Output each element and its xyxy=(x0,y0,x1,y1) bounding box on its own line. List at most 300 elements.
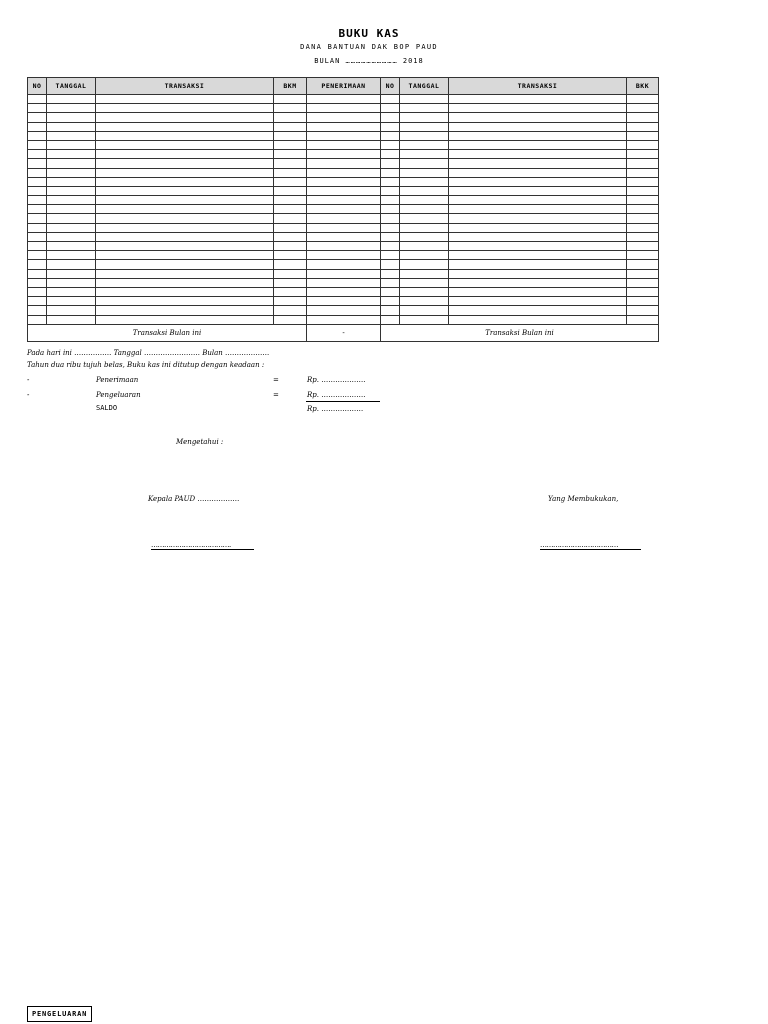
table-cell xyxy=(274,140,307,149)
table-cell xyxy=(381,242,400,251)
table-cell xyxy=(449,140,627,149)
expenses-equals: = xyxy=(273,391,279,399)
table-cell xyxy=(627,196,659,205)
table-row xyxy=(28,251,381,260)
table-cell xyxy=(274,131,307,140)
table-row xyxy=(28,104,381,113)
table-cell xyxy=(449,104,627,113)
table-cell xyxy=(627,287,659,296)
acknowledge-label: Mengetahui : xyxy=(176,438,224,446)
table-cell xyxy=(627,269,659,278)
closing-date-line: Pada hari ini ……………. Tanggal …………………… Bulan ………………. xyxy=(27,349,270,357)
total-value: - xyxy=(307,324,381,341)
table-cell xyxy=(47,186,96,195)
table-row xyxy=(28,113,381,122)
column-header: BKK xyxy=(627,78,659,95)
table-cell xyxy=(47,196,96,205)
table-cell xyxy=(381,260,400,269)
table-cell xyxy=(449,232,627,241)
bookkeeper-signature-line: ……………………………… xyxy=(540,541,618,549)
table-cell xyxy=(400,104,449,113)
table-cell xyxy=(274,95,307,104)
table-cell xyxy=(28,214,47,223)
closing-statement-line: Tahun dua ribu tujuh belas, Buku kas ini ditutup dengan keadaan : xyxy=(27,361,265,369)
table-cell xyxy=(96,287,274,296)
table-cell xyxy=(307,113,381,122)
table-cell xyxy=(28,113,47,122)
column-header: NO xyxy=(28,78,47,95)
table-cell xyxy=(96,315,274,324)
table-row xyxy=(381,242,659,251)
table-cell xyxy=(449,306,627,315)
table-cell xyxy=(47,315,96,324)
table-row xyxy=(381,315,659,324)
table-cell xyxy=(627,150,659,159)
table-cell xyxy=(627,214,659,223)
table-cell xyxy=(47,287,96,296)
table-cell xyxy=(28,242,47,251)
table-cell xyxy=(274,260,307,269)
table-cell xyxy=(449,150,627,159)
table-cell xyxy=(96,95,274,104)
table-cell xyxy=(96,260,274,269)
table-cell xyxy=(627,177,659,186)
table-cell xyxy=(96,186,274,195)
table-cell xyxy=(381,95,400,104)
table-cell xyxy=(96,297,274,306)
table-row xyxy=(381,306,659,315)
table-cell xyxy=(28,287,47,296)
table-cell xyxy=(400,140,449,149)
table-cell xyxy=(400,113,449,122)
table-cell xyxy=(28,186,47,195)
table-header-row xyxy=(381,78,659,95)
table-cell xyxy=(381,150,400,159)
table-cell xyxy=(400,223,449,232)
table-cell xyxy=(627,168,659,177)
table-cell xyxy=(307,287,381,296)
table-row xyxy=(381,168,659,177)
table-cell xyxy=(400,150,449,159)
table-cell xyxy=(307,214,381,223)
table-cell xyxy=(28,196,47,205)
table-cell xyxy=(449,260,627,269)
table-cell xyxy=(96,214,274,223)
bookkeeper-label: Yang Membukukan, xyxy=(548,495,619,503)
table-cell xyxy=(28,104,47,113)
total-label: Transaksi Bulan ini xyxy=(381,324,659,341)
table-cell xyxy=(449,205,627,214)
table-cell xyxy=(627,205,659,214)
table-cell xyxy=(274,186,307,195)
table-cell xyxy=(449,113,627,122)
table-cell xyxy=(627,159,659,168)
table-cell xyxy=(400,177,449,186)
table-row xyxy=(381,95,659,104)
table-cell xyxy=(307,315,381,324)
table-cell xyxy=(47,205,96,214)
table-row xyxy=(381,297,659,306)
receipts-dash: - xyxy=(27,376,30,384)
table-row xyxy=(28,140,381,149)
table-cell xyxy=(274,104,307,113)
expenses-amount: Rp. ………………. xyxy=(307,391,366,399)
table-cell xyxy=(381,159,400,168)
table-cell xyxy=(274,168,307,177)
table-row xyxy=(381,140,659,149)
table-cell xyxy=(47,251,96,260)
month-line: BULAN ………………………… 2018 xyxy=(314,57,424,65)
table-cell xyxy=(274,223,307,232)
table-row xyxy=(28,131,381,140)
table-row xyxy=(28,177,381,186)
table-cell xyxy=(400,251,449,260)
table-cell xyxy=(400,205,449,214)
table-row xyxy=(28,150,381,159)
receipts-table-body xyxy=(28,95,381,325)
table-cell xyxy=(28,232,47,241)
table-cell xyxy=(47,95,96,104)
table-row xyxy=(381,177,659,186)
table-cell xyxy=(96,168,274,177)
bookkeeper-signature-rule xyxy=(540,549,641,550)
table-cell xyxy=(274,196,307,205)
table-row xyxy=(28,306,381,315)
table-cell xyxy=(307,260,381,269)
table-cell xyxy=(400,260,449,269)
table-row xyxy=(381,223,659,232)
table-cell xyxy=(28,140,47,149)
table-cell xyxy=(96,159,274,168)
expenses-table xyxy=(380,77,659,342)
table-row xyxy=(28,297,381,306)
table-cell xyxy=(381,223,400,232)
table-cell xyxy=(28,205,47,214)
table-cell xyxy=(96,177,274,186)
table-cell xyxy=(449,242,627,251)
table-row xyxy=(381,122,659,131)
table-cell xyxy=(28,177,47,186)
table-cell xyxy=(307,306,381,315)
table-cell xyxy=(307,232,381,241)
table-row xyxy=(381,159,659,168)
table-cell xyxy=(307,159,381,168)
table-cell xyxy=(47,168,96,177)
table-cell xyxy=(47,260,96,269)
table-cell xyxy=(47,177,96,186)
table-cell xyxy=(381,315,400,324)
table-cell xyxy=(28,159,47,168)
table-cell xyxy=(274,122,307,131)
table-cell xyxy=(47,214,96,223)
table-cell xyxy=(274,150,307,159)
table-row xyxy=(28,260,381,269)
table-row xyxy=(381,232,659,241)
table-cell xyxy=(449,131,627,140)
table-cell xyxy=(381,186,400,195)
table-cell xyxy=(47,140,96,149)
table-row xyxy=(28,205,381,214)
table-cell xyxy=(96,196,274,205)
total-row xyxy=(28,324,381,341)
table-row xyxy=(28,159,381,168)
total-label: Transaksi Bulan ini xyxy=(28,324,307,341)
table-cell xyxy=(627,260,659,269)
table-cell xyxy=(449,168,627,177)
receipts-label: Penerimaan xyxy=(96,376,139,384)
column-header: BKM xyxy=(274,78,307,95)
document-title: BUKU KAS xyxy=(338,27,400,40)
table-row xyxy=(381,104,659,113)
table-cell xyxy=(47,297,96,306)
table-cell xyxy=(96,113,274,122)
table-row xyxy=(28,315,381,324)
table-cell xyxy=(449,278,627,287)
table-cell xyxy=(47,223,96,232)
table-row xyxy=(28,168,381,177)
table-cell xyxy=(47,232,96,241)
table-cell xyxy=(274,278,307,287)
table-row xyxy=(28,269,381,278)
table-row xyxy=(28,214,381,223)
table-cell xyxy=(381,269,400,278)
table-cell xyxy=(627,306,659,315)
table-cell xyxy=(96,131,274,140)
table-cell xyxy=(627,140,659,149)
table-cell xyxy=(449,122,627,131)
table-cell xyxy=(96,306,274,315)
table-cell xyxy=(381,214,400,223)
table-cell xyxy=(307,251,381,260)
table-cell xyxy=(28,278,47,287)
table-cell xyxy=(307,131,381,140)
table-cell xyxy=(28,95,47,104)
subtotal-rule xyxy=(306,401,380,402)
receipts-table xyxy=(27,77,381,342)
table-cell xyxy=(96,251,274,260)
table-cell xyxy=(307,150,381,159)
table-row xyxy=(381,131,659,140)
table-cell xyxy=(400,242,449,251)
table-cell xyxy=(381,113,400,122)
table-row xyxy=(381,260,659,269)
table-cell xyxy=(96,104,274,113)
table-cell xyxy=(274,269,307,278)
table-row xyxy=(381,269,659,278)
table-cell xyxy=(627,186,659,195)
table-cell xyxy=(28,251,47,260)
table-cell xyxy=(47,122,96,131)
table-cell xyxy=(400,186,449,195)
table-cell xyxy=(381,196,400,205)
table-cell xyxy=(400,159,449,168)
table-cell xyxy=(96,223,274,232)
table-cell xyxy=(274,306,307,315)
table-cell xyxy=(307,269,381,278)
table-cell xyxy=(96,278,274,287)
balance-label: SALDO xyxy=(96,404,118,412)
table-cell xyxy=(28,260,47,269)
table-cell xyxy=(28,315,47,324)
table-cell xyxy=(449,297,627,306)
table-cell xyxy=(274,232,307,241)
table-cell xyxy=(96,232,274,241)
head-of-school-label: Kepala PAUD ……………… xyxy=(148,495,240,503)
table-cell xyxy=(274,251,307,260)
table-cell xyxy=(47,131,96,140)
table-row xyxy=(381,196,659,205)
table-cell xyxy=(28,150,47,159)
table-cell xyxy=(28,269,47,278)
table-cell xyxy=(47,104,96,113)
table-cell xyxy=(307,242,381,251)
table-cell xyxy=(274,287,307,296)
table-cell xyxy=(449,95,627,104)
table-cell xyxy=(627,278,659,287)
table-cell xyxy=(274,315,307,324)
table-cell xyxy=(307,168,381,177)
table-cell xyxy=(381,104,400,113)
document-subtitle: DANA BANTUAN DAK BOP PAUD xyxy=(300,43,438,51)
table-cell xyxy=(449,196,627,205)
table-cell xyxy=(274,297,307,306)
table-cell xyxy=(400,122,449,131)
table-cell xyxy=(96,122,274,131)
table-cell xyxy=(449,223,627,232)
table-cell xyxy=(307,223,381,232)
column-header: TRANSAKSI xyxy=(449,78,627,95)
table-cell xyxy=(307,205,381,214)
table-cell xyxy=(96,140,274,149)
table-cell xyxy=(449,269,627,278)
table-cell xyxy=(47,113,96,122)
expenses-label: Pengeluaran xyxy=(96,391,141,399)
table-cell xyxy=(627,223,659,232)
column-header: NO xyxy=(381,78,400,95)
table-cell xyxy=(400,131,449,140)
table-row xyxy=(28,242,381,251)
table-row xyxy=(28,186,381,195)
table-cell xyxy=(47,242,96,251)
table-cell xyxy=(400,297,449,306)
table-cell xyxy=(627,251,659,260)
column-header: PENERIMAAN xyxy=(307,78,381,95)
table-cell xyxy=(627,131,659,140)
table-cell xyxy=(627,232,659,241)
table-cell xyxy=(627,113,659,122)
table-cell xyxy=(400,168,449,177)
receipts-amount: Rp. ………………. xyxy=(307,376,366,384)
table-cell xyxy=(627,242,659,251)
table-cell xyxy=(381,131,400,140)
balance-amount: Rp. ……………… xyxy=(307,405,364,413)
table-header-row xyxy=(28,78,381,95)
column-header: TANGGAL xyxy=(47,78,96,95)
table-cell xyxy=(307,122,381,131)
table-cell xyxy=(381,168,400,177)
table-cell xyxy=(449,177,627,186)
table-cell xyxy=(28,131,47,140)
table-cell xyxy=(274,242,307,251)
table-cell xyxy=(96,205,274,214)
table-cell xyxy=(274,205,307,214)
table-row xyxy=(381,287,659,296)
table-cell xyxy=(627,122,659,131)
table-cell xyxy=(274,113,307,122)
table-cell xyxy=(449,287,627,296)
table-cell xyxy=(47,306,96,315)
table-cell xyxy=(381,278,400,287)
head-signature-line: ………………………………. xyxy=(151,541,231,549)
table-cell xyxy=(28,122,47,131)
table-cell xyxy=(28,297,47,306)
table-cell xyxy=(381,251,400,260)
table-cell xyxy=(400,315,449,324)
table-row xyxy=(381,205,659,214)
table-cell xyxy=(28,306,47,315)
table-cell xyxy=(96,242,274,251)
table-cell xyxy=(449,251,627,260)
table-cell xyxy=(449,186,627,195)
table-cell xyxy=(28,223,47,232)
table-cell xyxy=(381,205,400,214)
table-cell xyxy=(381,297,400,306)
table-row xyxy=(28,122,381,131)
column-header: TANGGAL xyxy=(400,78,449,95)
table-cell xyxy=(307,278,381,287)
table-cell xyxy=(627,297,659,306)
table-row xyxy=(28,223,381,232)
table-row xyxy=(381,251,659,260)
table-row xyxy=(381,113,659,122)
table-row xyxy=(28,278,381,287)
table-cell xyxy=(307,95,381,104)
table-cell xyxy=(274,214,307,223)
table-cell xyxy=(47,278,96,287)
table-cell xyxy=(28,168,47,177)
table-cell xyxy=(449,315,627,324)
table-row xyxy=(28,287,381,296)
table-cell xyxy=(381,287,400,296)
table-cell xyxy=(381,140,400,149)
table-cell xyxy=(307,177,381,186)
total-row xyxy=(381,324,659,341)
table-cell xyxy=(400,214,449,223)
table-cell xyxy=(274,159,307,168)
table-cell xyxy=(400,269,449,278)
table-cell xyxy=(400,287,449,296)
table-cell xyxy=(381,306,400,315)
table-cell xyxy=(381,122,400,131)
table-cell xyxy=(307,196,381,205)
table-cell xyxy=(307,140,381,149)
table-cell xyxy=(449,214,627,223)
table-row xyxy=(28,196,381,205)
table-cell xyxy=(307,104,381,113)
expenses-table-body xyxy=(381,95,659,325)
table-row xyxy=(381,150,659,159)
table-cell xyxy=(400,196,449,205)
table-cell xyxy=(627,95,659,104)
table-cell xyxy=(274,177,307,186)
table-row xyxy=(28,95,381,104)
table-cell xyxy=(381,232,400,241)
table-cell xyxy=(96,150,274,159)
table-row xyxy=(381,214,659,223)
table-cell xyxy=(400,306,449,315)
table-cell xyxy=(96,269,274,278)
table-cell xyxy=(400,278,449,287)
